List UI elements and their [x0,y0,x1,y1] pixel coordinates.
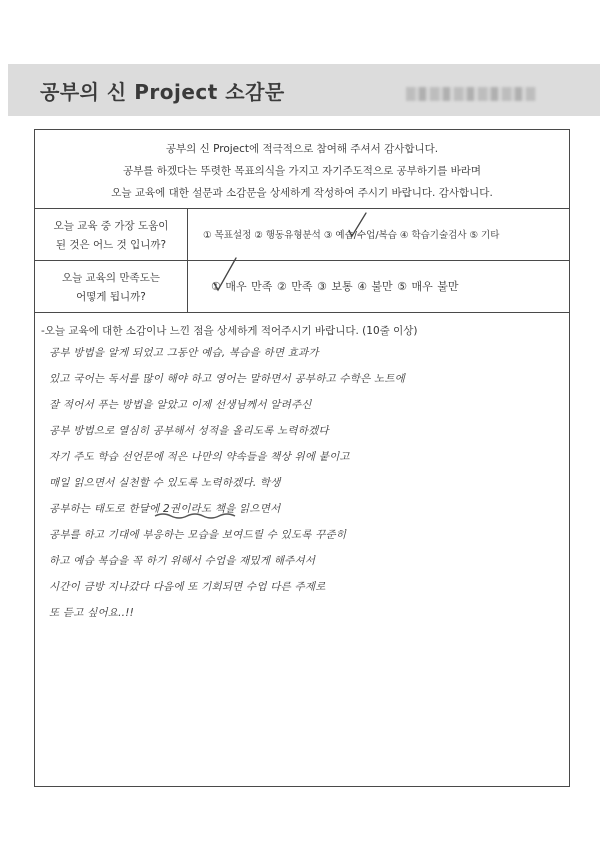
page-title: 공부의 신 Project 소감문 [40,80,285,104]
intro-section [35,130,569,209]
handwritten-line: 공부를 하고 기대에 부응하는 모습을 보여드릴 수 있도록 꾸준히 [49,529,347,541]
question-1-label [35,208,188,260]
handwritten-line: 시간이 금방 지나갔다 다음에 또 기회되면 수업 다른 주제로 [49,581,326,593]
intro-line-2: 공부를 하겠다는 뚜렷한 목표의식을 가지고 자기주도적으로 공부하기를 바라며 [122,165,482,177]
handwritten-line: 공부 방법으로 열심히 공부해서 성적을 올리도록 노력하겠다 [49,425,329,437]
handwritten-line: 또 듣고 싶어요..!! [49,607,135,619]
handwritten-line: 공부 방법을 알게 되었고 그동안 예습, 복습을 하면 효과가 [49,347,319,359]
question-1-label-line-2: 된 것은 어느 것 입니까? [55,239,167,251]
question-1-row [35,208,569,261]
question-2-row [35,260,569,313]
intro-line-3: 오늘 교육에 대한 설문과 소감문을 상세하게 작성하여 주시기 바랍니다. 감사합니다. [111,187,493,199]
question-2-label [35,260,188,312]
handwritten-line: 잘 적어서 푸는 방법을 알았고 이제 선생님께서 알려주신 [49,399,312,411]
question-2-options[interactable]: ① 매우 만족 ② 만족 ③ 보통 ④ 불만 ⑤ 매우 불만 [211,280,459,293]
question-1-label-line-1: 오늘 교육 중 가장 도움이 [53,220,169,232]
handwritten-line: 하고 예습 복습을 꼭 하기 위해서 수업을 재밌게 해주셔서 [49,555,316,567]
redacted-name-area [406,87,536,101]
handwritten-line: 있고 국어는 독서를 많이 해야 하고 영어는 말하면서 공부하고 수학은 노트에 [49,373,406,385]
question-2-label-line-1: 오늘 교육의 만족도는 [62,272,160,284]
handwritten-line: 자기 주도 학습 선언문에 적은 나만의 약속들을 책상 위에 붙이고 [49,451,350,463]
comment-prompt: -오늘 교육에 대한 소감이나 느낀 점을 상세하게 적어주시기 바랍니다. (10줄 이상) [41,325,418,337]
question-1-options[interactable]: ① 목표설정 ② 행동유형분석 ③ 예습/수업/복습 ④ 학습기술검사 ⑤ 기타 [203,230,500,241]
question-2-label-line-2: 어떻게 됩니까? [76,291,146,303]
handwritten-line: 매일 읽으면서 실천할 수 있도록 노력하겠다. 학생 [49,477,281,489]
handwritten-line: 공부하는 태도로 한달에 2권이라도 책을 읽으면서 [49,503,281,515]
title-banner [8,64,600,116]
intro-line-1: 공부의 신 Project에 적극적으로 참여해 주셔서 감사합니다. [165,143,439,155]
survey-form [34,129,570,787]
